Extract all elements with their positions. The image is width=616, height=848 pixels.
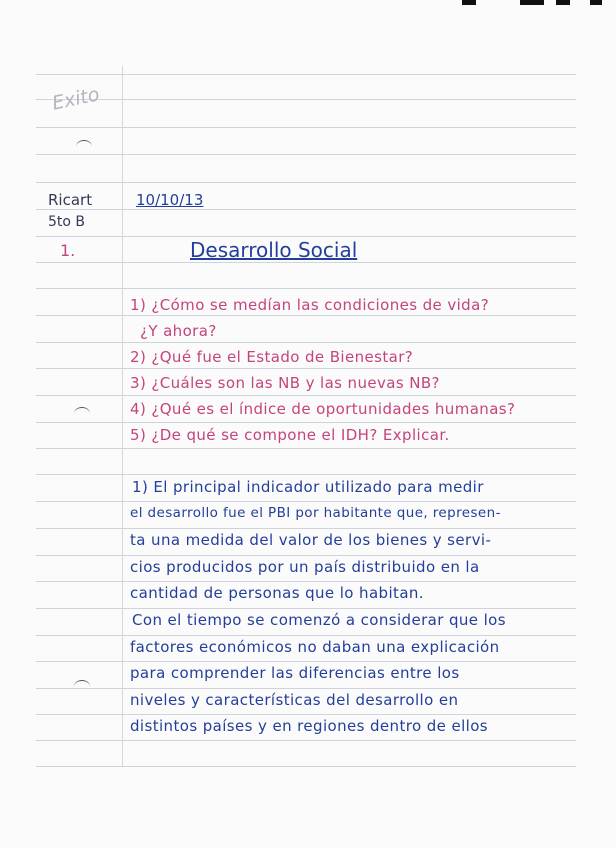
- ruled-line: [36, 555, 576, 556]
- ruled-line: [36, 315, 576, 316]
- ruled-line: [36, 501, 576, 502]
- ruled-line: [36, 448, 576, 449]
- scan-edge-mark: [462, 0, 476, 5]
- ruled-line: [36, 608, 576, 609]
- answer-line: cios producidos por un país distribuido en la: [130, 558, 480, 576]
- ruled-line: [36, 688, 576, 689]
- ruled-line: [36, 766, 576, 767]
- ruled-line: [36, 581, 576, 582]
- ruled-line: [36, 368, 576, 369]
- answer-line: Con el tiempo se comenzó a considerar que los: [132, 611, 506, 629]
- question-line: 3) ¿Cuáles son las NB y las nuevas NB?: [130, 374, 440, 392]
- answer-line: 1) El principal indicador utilizado para medir: [132, 478, 484, 496]
- ruled-line: [36, 714, 576, 715]
- answer-line: para comprender las diferencias entre los: [130, 664, 460, 682]
- answer-line: cantidad de personas que lo habitan.: [130, 584, 424, 602]
- answer-line: el desarrollo fue el PBI por habitante que, represen-: [130, 505, 501, 521]
- ruled-line: [36, 236, 576, 237]
- ruled-line: [36, 182, 576, 183]
- ruled-line: [36, 635, 576, 636]
- ruled-line: [36, 288, 576, 289]
- answer-line: distintos países y en regiones dentro de ellos: [130, 717, 489, 735]
- answer-line: factores económicos no daban una explicación: [130, 638, 500, 656]
- question-line: 2) ¿Qué fue el Estado de Bienestar?: [130, 348, 414, 366]
- ruled-line: [36, 422, 576, 423]
- page-title: Desarrollo Social: [190, 238, 358, 262]
- ruled-line: [36, 99, 576, 100]
- ruled-line: [36, 262, 576, 263]
- binder-hole: [74, 407, 90, 420]
- ruled-line: [36, 342, 576, 343]
- class-label: 5to B: [48, 214, 86, 230]
- scan-edge-mark: [590, 0, 602, 5]
- ruled-line: [36, 209, 576, 210]
- binder-hole: [74, 680, 90, 693]
- grade-stamp: Exito: [50, 83, 102, 115]
- answer-line: ta una medida del valor de los bienes y servi-: [130, 531, 492, 549]
- question-line: ¿Y ahora?: [140, 322, 217, 340]
- ruled-line: [36, 127, 576, 128]
- ruled-line: [36, 528, 576, 529]
- ruled-line: [36, 474, 576, 475]
- scan-edge-mark: [520, 0, 544, 5]
- question-line: 5) ¿De qué se compone el IDH? Explicar.: [130, 426, 450, 444]
- question-line: 1) ¿Cómo se medían las condiciones de vida?: [130, 296, 490, 314]
- answer-line: niveles y características del desarrollo en: [130, 691, 459, 709]
- student-name: Ricart: [48, 191, 93, 209]
- ruled-line: [36, 154, 576, 155]
- question-line: 4) ¿Qué es el índice de oportunidades humanas?: [130, 400, 516, 418]
- date: 10/10/13: [136, 191, 204, 209]
- ruled-line: [36, 395, 576, 396]
- ruled-line: [36, 74, 576, 75]
- item-number: 1.: [60, 241, 76, 260]
- ruled-line: [36, 661, 576, 662]
- scan-edge-mark: [556, 0, 570, 5]
- binder-hole: [76, 140, 92, 153]
- ruled-line: [36, 740, 576, 741]
